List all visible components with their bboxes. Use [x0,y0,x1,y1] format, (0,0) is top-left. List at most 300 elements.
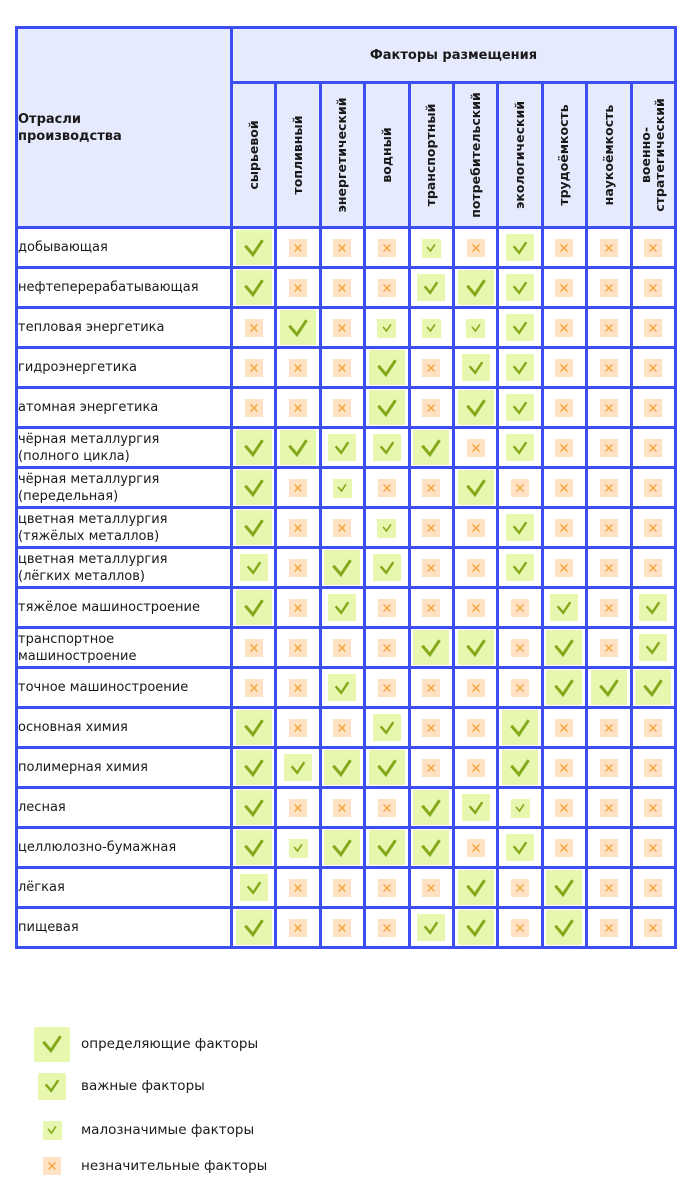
cross-icon [555,399,573,417]
industry-label: целлюлозно-бумажная [17,828,232,868]
check-icon [413,430,449,465]
factor-cell [587,388,631,428]
check-icon [369,390,405,425]
check-icon [328,594,356,621]
cross-icon [555,559,573,577]
factor-cell [365,588,409,628]
factor-cell [542,828,586,868]
industry-label: добывающая [17,228,232,268]
check-icon [413,630,449,665]
legend-item [33,1026,259,1062]
cross-icon [600,879,618,897]
check-icon [639,634,667,661]
industry-label: гидроэнергетика [17,348,232,388]
factor-cell [365,308,409,348]
factor-cell [409,828,453,868]
cross-icon [43,1157,61,1175]
cross-icon [333,919,351,937]
factors-table [15,26,677,949]
factor-cell [453,308,497,348]
check-icon [462,794,490,821]
factor-cell [409,708,453,748]
check-icon [458,870,494,905]
factor-cell [542,668,586,708]
factor-cell [320,228,364,268]
factor-cell [631,308,675,348]
factor-cell [232,588,276,628]
industry-label: лесная [17,788,232,828]
factor-cell [631,428,675,468]
factor-cell [631,908,675,948]
factor-cell [631,788,675,828]
industry-label: чёрная металлургия (полного цикла) [17,428,232,468]
factor-cell [365,628,409,668]
factor-cell [409,588,453,628]
table-row [17,548,676,588]
table-row [17,588,676,628]
factor-cell [320,308,364,348]
factor-cell [587,308,631,348]
cross-icon [289,719,307,737]
factor-cell [631,268,675,308]
factor-cell [587,348,631,388]
cross-icon [289,519,307,537]
cross-icon [600,559,618,577]
factor-cell [232,868,276,908]
table-row [17,668,676,708]
check-icon [591,670,627,705]
check-icon [373,714,401,741]
cross-icon [600,799,618,817]
check-icon [413,790,449,825]
table-row [17,908,676,948]
cross-icon [422,759,440,777]
cross-icon [289,879,307,897]
factor-cell [631,588,675,628]
table-row [17,468,676,508]
factor-cell [232,548,276,588]
factor-cell [587,628,631,668]
industry-label: чёрная металлургия (передельная) [17,468,232,508]
cross-icon [555,759,573,777]
factor-cell [320,748,364,788]
factor-cell [498,508,542,548]
cross-icon [467,759,485,777]
factor-cell [276,628,320,668]
factor-cell [587,508,631,548]
legend-item [33,1148,268,1184]
factor-cell [365,508,409,548]
factor-cell [453,868,497,908]
factor-cell [542,548,586,588]
factor-cell [542,428,586,468]
factor-cell [631,468,675,508]
check-icon [506,514,534,541]
factor-cell [276,428,320,468]
factor-cell [498,428,542,468]
factor-cell [232,828,276,868]
check-icon [466,319,485,338]
cross-icon [289,799,307,817]
factor-cell [409,468,453,508]
factor-cell [365,468,409,508]
factor-label: топливный [290,115,306,195]
factor-label: энергетический [334,97,350,213]
check-icon [417,914,445,941]
table-row [17,828,676,868]
legend-label: определяющие факторы [81,1036,259,1052]
check-icon [236,710,272,745]
cross-icon [245,399,263,417]
cross-icon [245,319,263,337]
check-icon [502,750,538,785]
check-icon [236,230,272,265]
cross-icon [333,279,351,297]
check-icon [506,314,534,341]
check-icon [506,274,534,301]
cross-icon [511,599,529,617]
cross-icon [644,359,662,377]
cross-icon [600,399,618,417]
factor-cell [365,348,409,388]
table-row [17,508,676,548]
cross-icon [333,639,351,657]
table-row [17,868,676,908]
industry-label: полимерная химия [17,748,232,788]
check-icon [369,830,405,865]
check-icon [546,630,582,665]
factor-cell [232,708,276,748]
cross-icon [644,719,662,737]
cross-icon [245,359,263,377]
factor-cell [365,548,409,588]
check-icon [506,554,534,581]
cross-icon [644,319,662,337]
factor-cell [587,548,631,588]
table-row [17,268,676,308]
cross-icon [289,479,307,497]
check-icon [236,590,272,625]
factor-cell [631,508,675,548]
cross-icon [511,879,529,897]
cross-icon [600,439,618,457]
factor-cell [232,748,276,788]
cross-icon [555,439,573,457]
check-icon [502,710,538,745]
factor-cell [276,508,320,548]
factor-cell [276,548,320,588]
factor-label: потребительский [467,92,483,218]
cross-icon [600,839,618,857]
cross-icon [555,479,573,497]
check-icon [333,479,352,498]
factor-header [276,83,320,228]
cross-icon [289,599,307,617]
factor-label: трудоёмкость [556,104,572,206]
factor-cell [498,388,542,428]
cross-icon [600,319,618,337]
check-icon [236,430,272,465]
factor-cell [498,308,542,348]
cross-icon [644,559,662,577]
cross-icon [422,879,440,897]
factor-cell [276,748,320,788]
check-icon [240,554,268,581]
factor-cell [498,268,542,308]
legend-item [33,1112,255,1148]
factor-cell [232,628,276,668]
check-icon [422,239,441,258]
cross-icon [467,679,485,697]
cross-icon [333,879,351,897]
factor-cell [232,508,276,548]
factor-cell [409,228,453,268]
factor-cell [232,268,276,308]
factor-header [498,83,542,228]
check-icon [280,310,316,345]
cross-icon [511,919,529,937]
factor-header [365,83,409,228]
check-icon [546,670,582,705]
factor-cell [453,348,497,388]
check-icon [369,750,405,785]
table-row [17,628,676,668]
check-icon [240,874,268,901]
cross-icon [555,239,573,257]
check-icon [458,390,494,425]
factor-cell [453,508,497,548]
cross-icon [422,479,440,497]
factor-cell [276,308,320,348]
cross-icon [644,919,662,937]
factor-cell [498,628,542,668]
table-row [17,348,676,388]
factor-cell [409,788,453,828]
factor-cell [498,828,542,868]
check-icon [458,270,494,305]
cross-icon [600,599,618,617]
factor-cell [542,588,586,628]
cross-icon [644,519,662,537]
factor-cell [276,668,320,708]
factor-cell [587,868,631,908]
factor-cell [631,748,675,788]
factor-header [453,83,497,228]
factor-label: сырьевой [245,120,261,190]
factor-cell [587,468,631,508]
check-icon [506,394,534,421]
factor-cell [232,348,276,388]
factor-cell [542,228,586,268]
table-row [17,788,676,828]
factor-cell [542,748,586,788]
factor-cell [587,268,631,308]
factor-cell [320,428,364,468]
factor-cell [498,708,542,748]
factor-cell [409,628,453,668]
check-icon [328,434,356,461]
cross-icon [467,599,485,617]
cross-icon [467,559,485,577]
cross-icon [600,759,618,777]
cross-icon [555,319,573,337]
check-icon [324,830,360,865]
factor-header [542,83,586,228]
table-row [17,428,676,468]
check-icon [284,754,312,781]
factor-cell [409,668,453,708]
factor-cell [453,268,497,308]
cross-icon [467,239,485,257]
check-icon [236,830,272,865]
table-body [17,228,676,948]
factor-cell [276,228,320,268]
cross-icon [644,839,662,857]
check-icon [34,1027,70,1062]
factor-cell [453,788,497,828]
check-icon [546,870,582,905]
factor-cell [498,548,542,588]
cross-icon [600,359,618,377]
factor-label: водный [378,127,394,183]
factor-cell [587,748,631,788]
cross-icon [333,399,351,417]
cross-icon [333,719,351,737]
factor-cell [232,468,276,508]
cross-icon [422,559,440,577]
factor-cell [276,828,320,868]
industry-label: пищевая [17,908,232,948]
factor-cell [453,908,497,948]
cross-icon [333,359,351,377]
cross-icon [600,719,618,737]
factor-cell [276,388,320,428]
factor-cell [365,268,409,308]
check-icon [236,750,272,785]
factor-cell [453,748,497,788]
industry-label: атомная энергетика [17,388,232,428]
cross-icon [644,879,662,897]
cross-icon [600,919,618,937]
factor-cell [542,388,586,428]
cross-icon [600,479,618,497]
factor-cell [631,228,675,268]
factor-cell [498,348,542,388]
factor-cell [320,508,364,548]
factor-cell [498,228,542,268]
factor-cell [276,868,320,908]
industry-label: лёгкая [17,868,232,908]
factor-cell [320,708,364,748]
factor-cell [365,748,409,788]
factor-cell [542,268,586,308]
factor-cell [365,428,409,468]
factor-cell [409,428,453,468]
factor-cell [631,348,675,388]
factor-cell [276,348,320,388]
factor-header [320,83,364,228]
cross-icon [644,759,662,777]
check-icon [458,470,494,505]
cross-icon [555,839,573,857]
check-icon [506,234,534,261]
factor-cell [498,788,542,828]
factor-header [409,83,453,228]
factor-cell [232,428,276,468]
check-icon [38,1073,66,1100]
factor-cell [453,628,497,668]
factor-cell [498,468,542,508]
cross-icon [511,639,529,657]
check-icon [639,594,667,621]
check-icon [422,319,441,338]
factor-cell [276,788,320,828]
factor-cell [232,668,276,708]
factor-header [587,83,631,228]
factor-cell [365,668,409,708]
check-icon [328,674,356,701]
factor-cell [542,508,586,548]
factor-cell [276,468,320,508]
factor-cell [453,228,497,268]
check-icon [506,354,534,381]
cross-icon [644,439,662,457]
table-row [17,708,676,748]
factor-cell [320,668,364,708]
table-row [17,228,676,268]
cross-icon [600,239,618,257]
factor-cell [587,788,631,828]
check-icon [236,470,272,505]
check-icon [506,434,534,461]
cross-icon [511,679,529,697]
cross-icon [555,719,573,737]
check-icon [413,830,449,865]
factor-header [232,83,276,228]
cross-icon [333,319,351,337]
factor-cell [498,668,542,708]
industry-label: цветная металлургия (лёгких металлов) [17,548,232,588]
factor-cell [320,468,364,508]
factor-cell [542,468,586,508]
factor-cell [631,868,675,908]
cross-icon [644,399,662,417]
factor-cell [409,908,453,948]
factor-cell [631,388,675,428]
factor-cell [587,708,631,748]
corner-label: Отрасли производства [18,111,122,144]
factor-cell [320,868,364,908]
factor-cell [409,308,453,348]
factor-cell [542,628,586,668]
industry-label: тепловая энергетика [17,308,232,348]
factor-cell [409,388,453,428]
table-row [17,388,676,428]
check-icon [373,554,401,581]
corner-header [17,28,232,228]
legend-label: важные факторы [81,1078,205,1094]
factor-cell [542,908,586,948]
factor-cell [587,828,631,868]
factor-cell [320,268,364,308]
check-icon [462,354,490,381]
factor-cell [453,428,497,468]
check-icon [635,670,671,705]
factor-cell [453,668,497,708]
cross-icon [289,239,307,257]
check-icon [506,834,534,861]
cross-icon [422,679,440,697]
